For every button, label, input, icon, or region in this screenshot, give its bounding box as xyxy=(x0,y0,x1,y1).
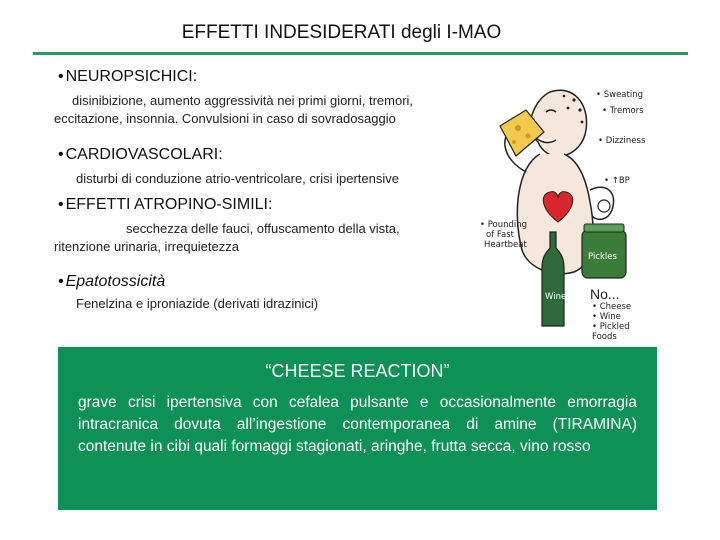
section-atropino-simili xyxy=(54,196,478,256)
no-heading: No... xyxy=(590,286,620,302)
section-epatotossicita xyxy=(58,273,478,313)
jar-label: Pickles xyxy=(588,252,617,262)
section-heading xyxy=(58,68,478,86)
label-pounding: • Pounding xyxy=(480,220,528,230)
bullet-icon: • xyxy=(58,68,64,85)
cheese-reaction-text: grave crisi ipertensiva con cefalea pulsante e occasionalmente emorragia intracranica dovuta all’ingestione contemporanea di amine (TIRAMINA) contenute in cibi quali formaggi stagionati, aringhe, frutta secca, vino rosso xyxy=(78,394,637,455)
cheese-reaction-title: “CHEESE REACTION” xyxy=(265,361,450,381)
cheese-reaction-illustration xyxy=(478,82,650,342)
bottle-label: Wine xyxy=(545,292,567,302)
cheese-reaction-box xyxy=(58,347,657,510)
label-dizziness: • Dizziness xyxy=(598,136,646,146)
no-item: • Cheese xyxy=(592,302,632,312)
heading-text: Epatotossicità xyxy=(65,273,166,290)
section-line: disturbi di conduzione atrio-ventricolare, crisi ipertensive xyxy=(76,171,399,186)
page-title: EFFETTI INDESIDERATI degli I-MAO xyxy=(181,22,502,43)
no-item: • Pickled Foods xyxy=(592,322,630,342)
bullet-icon: • xyxy=(58,146,64,163)
section-line: eccitazione, insonnia. Convulsioni in caso di sovradosaggio xyxy=(54,111,396,126)
section-heading xyxy=(58,196,478,214)
section-heading xyxy=(58,146,478,164)
section-line: ritenzione urinaria, irrequietezza xyxy=(54,239,239,254)
bullet-icon: • xyxy=(58,196,64,213)
heading-text: CARDIOVASCOLARI: xyxy=(65,146,223,163)
title-underline xyxy=(33,52,688,55)
heading-text: EFFETTI ATROPINO-SIMILI: xyxy=(65,196,273,213)
label-tremors: • Tremors xyxy=(602,106,644,116)
section-line: Fenelzina e iproniazide (derivati idrazinici) xyxy=(76,296,319,311)
section-line: secchezza delle fauci, offuscamento della vista, xyxy=(126,221,400,236)
bullet-icon: • xyxy=(58,273,64,290)
heading-text: NEUROPSICHICI: xyxy=(65,68,198,85)
section-cardiovascolari xyxy=(58,146,478,188)
label-pounding: Heartbeat xyxy=(484,240,527,250)
label-bp: • ↑BP xyxy=(604,176,630,186)
no-item: • Wine xyxy=(592,312,621,322)
section-heading xyxy=(58,273,478,291)
section-line: disinibizione, aumento aggressività nei primi giorni, tremori, xyxy=(72,93,414,108)
label-sweating: • Sweating xyxy=(596,90,643,100)
label-pounding: of Fast xyxy=(486,230,514,240)
section-neuropsichici xyxy=(54,68,478,128)
